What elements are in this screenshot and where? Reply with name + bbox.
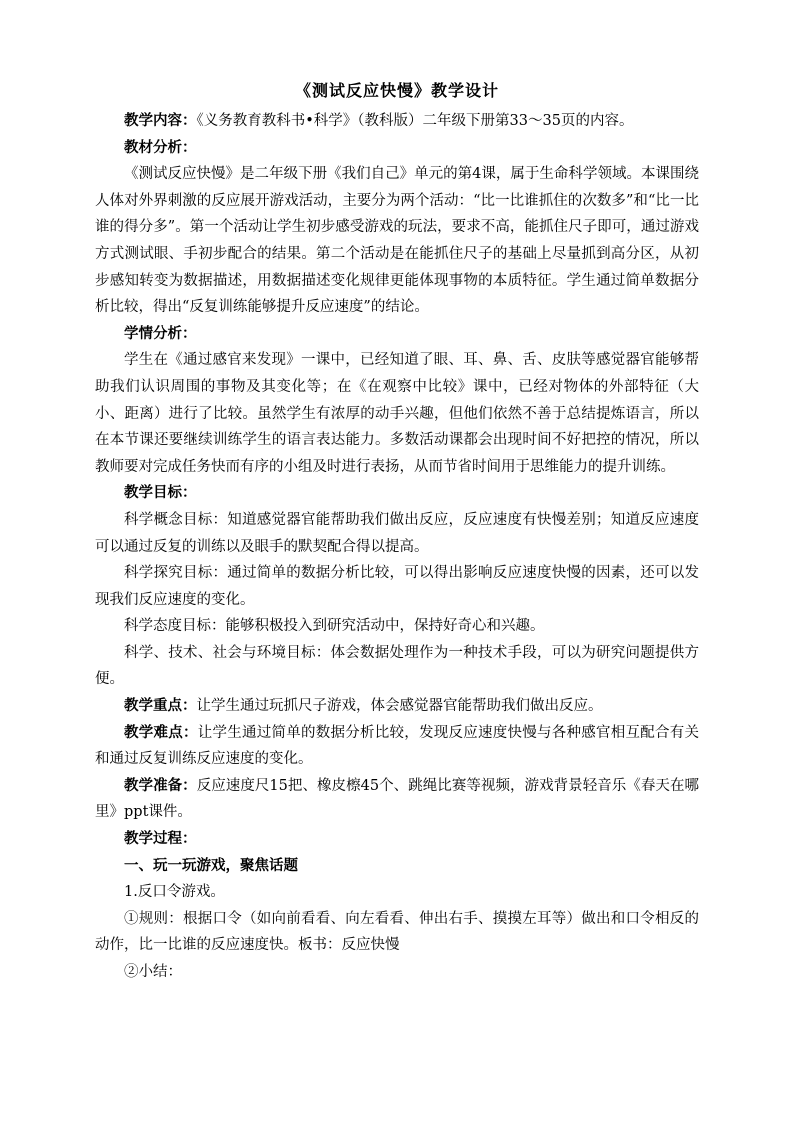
goal-concept: 科学概念目标：知道感觉器官能帮助我们做出反应，反应速度有快慢差别；知道反应速度可以通过反复的训练以及眼手的默契配合得以提高。 bbox=[95, 511, 699, 555]
key-point-paragraph bbox=[95, 693, 699, 720]
analysis-paragraph: 《测试反应快慢》是二年级下册《我们自己》单元的第4课，属于生命科学领域。本课围绕人体对外界刺激的反应展开游戏活动，主要分为两个活动：“比一比谁抓住的次数多”和“比一比谁的得分多”。第一个活动让学生初步感受游戏的玩法，要求不高，能抓住尺子即可，通过游戏方式测试眼、手初步配合的结果。第二个活动是在能抓住尺子的基础上尽量抓到高分区，从初步感知转变为数据描述，用数据描述变化规律更能体现事物的本质特征。学生通过简单数据分析比较，得出“反复训练能够提升反应速度”的结论。 bbox=[95, 166, 699, 316]
content-text: 《义务教育教科书•科学》（教科版）二年级下册第33～35页的内容。 bbox=[196, 113, 634, 129]
step-heading: 1.反口令游戏。 bbox=[124, 884, 225, 901]
page-title: 《测试反应快慢》教学设计 bbox=[294, 81, 499, 100]
key-point-label: 教学重点： bbox=[124, 697, 197, 715]
prep-text: 反应速度尺15把、橡皮檫45个、跳绳比赛等视频，游戏背景轻音乐《春天在哪里》ppt课件。 bbox=[95, 777, 700, 821]
learners-paragraph: 学生在《通过感官来发现》一课中，已经知道了眼、耳、鼻、舌、皮肤等感觉器官能够帮助我们认识周围的事物及其变化等；在《在观察中比较》课中，已经对物体的外部特征（大小、距离）进行了比较。虽然学生有浓厚的动手兴趣，但他们依然不善于总结提炼语言，所以在本节课还要继续训练学生的语言表达能力。多数活动课都会出现时间不好把控的情况，所以教师要对完成任务快而有序的小组及时进行表扬，从而节省时间用于思维能力的提升训练。 bbox=[95, 352, 699, 475]
difficulty-paragraph bbox=[95, 720, 699, 773]
process-heading: 教学过程： bbox=[124, 830, 197, 848]
summary-paragraph: ②小结： bbox=[124, 964, 182, 980]
document-body bbox=[95, 108, 699, 986]
goal-inquiry: 科学探究目标：通过简单的数据分析比较，可以得出影响反应速度快慢的因素，还可以发现我们反应速度的变化。 bbox=[95, 565, 699, 608]
content-label: 教学内容： bbox=[124, 112, 197, 129]
goal-attitude: 科学态度目标：能够积极投入到研究活动中，保持好奇心和兴趣。 bbox=[124, 618, 545, 635]
key-point-text: 让学生通过玩抓尺子游戏，体会感觉器官能帮助我们做出反应。 bbox=[196, 698, 603, 715]
section-heading: 一、玩一玩游戏，聚焦话题 bbox=[124, 856, 298, 874]
learners-heading: 学情分析： bbox=[124, 324, 197, 342]
difficulty-text: 让学生通过简单的数据分析比较，发现反应速度快慢与各种感官相互配合有关和通过反复训练反应速度的变化。 bbox=[95, 724, 699, 768]
goals-heading: 教学目标： bbox=[124, 484, 197, 502]
prep-label: 教学准备： bbox=[124, 776, 197, 794]
difficulty-label: 教学难点： bbox=[124, 723, 198, 741]
goal-stse: 科学、技术、社会与环境目标：体会数据处理作为一种技术手段，可以为研究问题提供方便。 bbox=[95, 644, 699, 688]
rule-paragraph: ①规则：根据口令（如向前看看、向左看看、伸出右手、摸摸左耳等）做出和口令相反的动作，比一比谁的反应速度快。板书：反应快慢 bbox=[95, 910, 699, 954]
prep-paragraph bbox=[95, 773, 699, 826]
content-paragraph bbox=[95, 108, 699, 135]
analysis-heading: 教材分析： bbox=[124, 138, 197, 156]
